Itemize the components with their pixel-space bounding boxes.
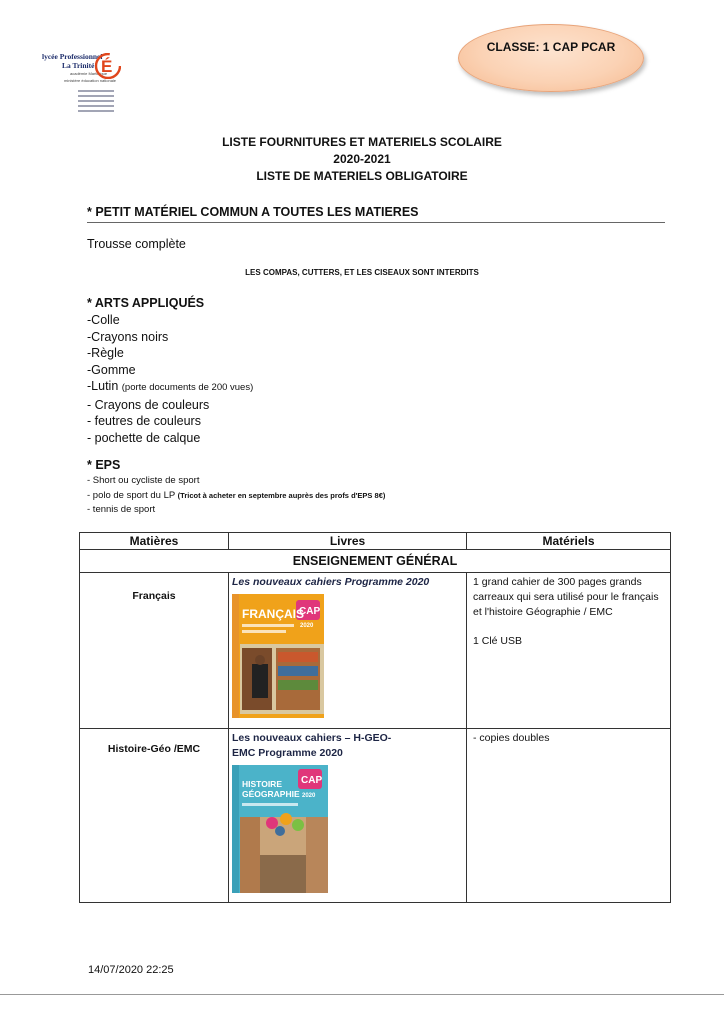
list-item: -Règle bbox=[87, 346, 124, 360]
list-item-lutin bbox=[87, 378, 253, 397]
cover-badge: CAP bbox=[301, 775, 323, 786]
list-item: -Gomme bbox=[87, 362, 136, 377]
footer-timestamp: 14/07/2020 22:25 bbox=[88, 964, 174, 976]
list-item-polo bbox=[87, 489, 385, 504]
cover-year: 2020 bbox=[300, 623, 314, 629]
doc-title: LISTE FOURNITURES ET MATERIELS SCOLAIRE bbox=[222, 135, 502, 149]
livre-cell bbox=[229, 573, 467, 729]
list-item: - tennis de sport bbox=[87, 504, 156, 515]
logo-name-line1: lycée Professionnel bbox=[42, 52, 103, 61]
logo-name-line2: La Trinité bbox=[62, 61, 95, 70]
materiel-item: 1 Clé USB bbox=[473, 635, 523, 647]
cover-year: 2020 bbox=[302, 793, 316, 799]
polo-note: (Tricot à acheter en septembre auprès des profs d'EPS 8€) bbox=[177, 490, 386, 500]
eps-list bbox=[87, 474, 385, 518]
list-item-label: -Lutin bbox=[87, 379, 119, 393]
matiere-label: Français bbox=[132, 589, 176, 602]
logo-text-lines bbox=[78, 90, 114, 115]
class-badge bbox=[458, 24, 644, 92]
col-header-materiels: Matériels bbox=[467, 533, 671, 550]
matiere-cell bbox=[80, 729, 229, 903]
matiere-label: Histoire-Géo /EMC bbox=[107, 743, 201, 755]
class-label: CLASSE: 1 CAP PCAR bbox=[486, 40, 616, 54]
arts-section-title: * ARTS APPLIQUÉS bbox=[87, 296, 205, 310]
table-row-histoire bbox=[80, 729, 671, 903]
logo-sub2: ministère éducation nationale bbox=[64, 78, 117, 83]
materiel-item: - copies doubles bbox=[473, 732, 550, 744]
common-section-title: * PETIT MATÉRIEL COMMUN A TOUTES LES MATIERES bbox=[87, 205, 419, 219]
interdits-note: LES COMPAS, CUTTERS, ET LES CISEAUX SONT INTERDITS bbox=[245, 268, 479, 277]
school-logo bbox=[42, 52, 132, 132]
livre-title: Les nouveaux cahiers Programme 2020 bbox=[232, 576, 430, 588]
supplies-table bbox=[79, 532, 671, 903]
trousse-text: Trousse complète bbox=[87, 237, 186, 251]
cover-title: FRANÇAIS bbox=[242, 607, 304, 621]
table-row-francais bbox=[80, 573, 671, 729]
matiere-cell bbox=[80, 573, 229, 729]
list-item-label: - polo de sport du LP bbox=[87, 489, 176, 501]
section-divider bbox=[87, 222, 665, 223]
cover-badge: CAP bbox=[299, 606, 321, 617]
list-item: -Crayons noirs bbox=[87, 329, 169, 344]
materiel-cell bbox=[467, 573, 671, 729]
logo-sub1: académie Martinique bbox=[70, 71, 108, 76]
col-header-matieres: Matières bbox=[80, 533, 229, 550]
cover-title-1: HISTOIRE bbox=[242, 779, 282, 789]
cover-title-2: GÉOGRAPHIE bbox=[242, 789, 300, 799]
book-cover-histoire bbox=[232, 765, 328, 893]
svg-text:É: É bbox=[101, 57, 113, 76]
livre-title: Les nouveaux cahiers – H-GEO-EMC Programme 2020 bbox=[232, 732, 392, 759]
materiel-item: 1 grand cahier de 300 pages grands carreaux qui sera utilisé pour le français et l'histoire Géographie / EMC bbox=[473, 576, 659, 618]
list-item: - pochette de calque bbox=[87, 430, 201, 445]
arts-list bbox=[87, 312, 253, 446]
list-item: - Short ou cycliste de sport bbox=[87, 475, 200, 486]
footer-divider bbox=[0, 994, 724, 995]
livre-cell bbox=[229, 729, 467, 903]
list-item: - feutres de couleurs bbox=[87, 414, 201, 428]
section-row-general: ENSEIGNEMENT GÉNÉRAL bbox=[80, 550, 671, 573]
doc-subtitle: LISTE DE MATERIELS OBLIGATOIRE bbox=[256, 169, 468, 183]
list-item: -Colle bbox=[87, 313, 120, 327]
logo-e-icon bbox=[95, 53, 121, 79]
eps-section-title: * EPS bbox=[87, 458, 121, 472]
col-header-livres: Livres bbox=[229, 533, 467, 550]
list-item: - Crayons de couleurs bbox=[87, 397, 210, 412]
materiel-cell bbox=[467, 729, 671, 903]
lutin-note: (porte documents de 200 vues) bbox=[121, 382, 254, 393]
doc-year: 2020-2021 bbox=[333, 152, 391, 166]
book-cover-francais bbox=[232, 594, 324, 718]
